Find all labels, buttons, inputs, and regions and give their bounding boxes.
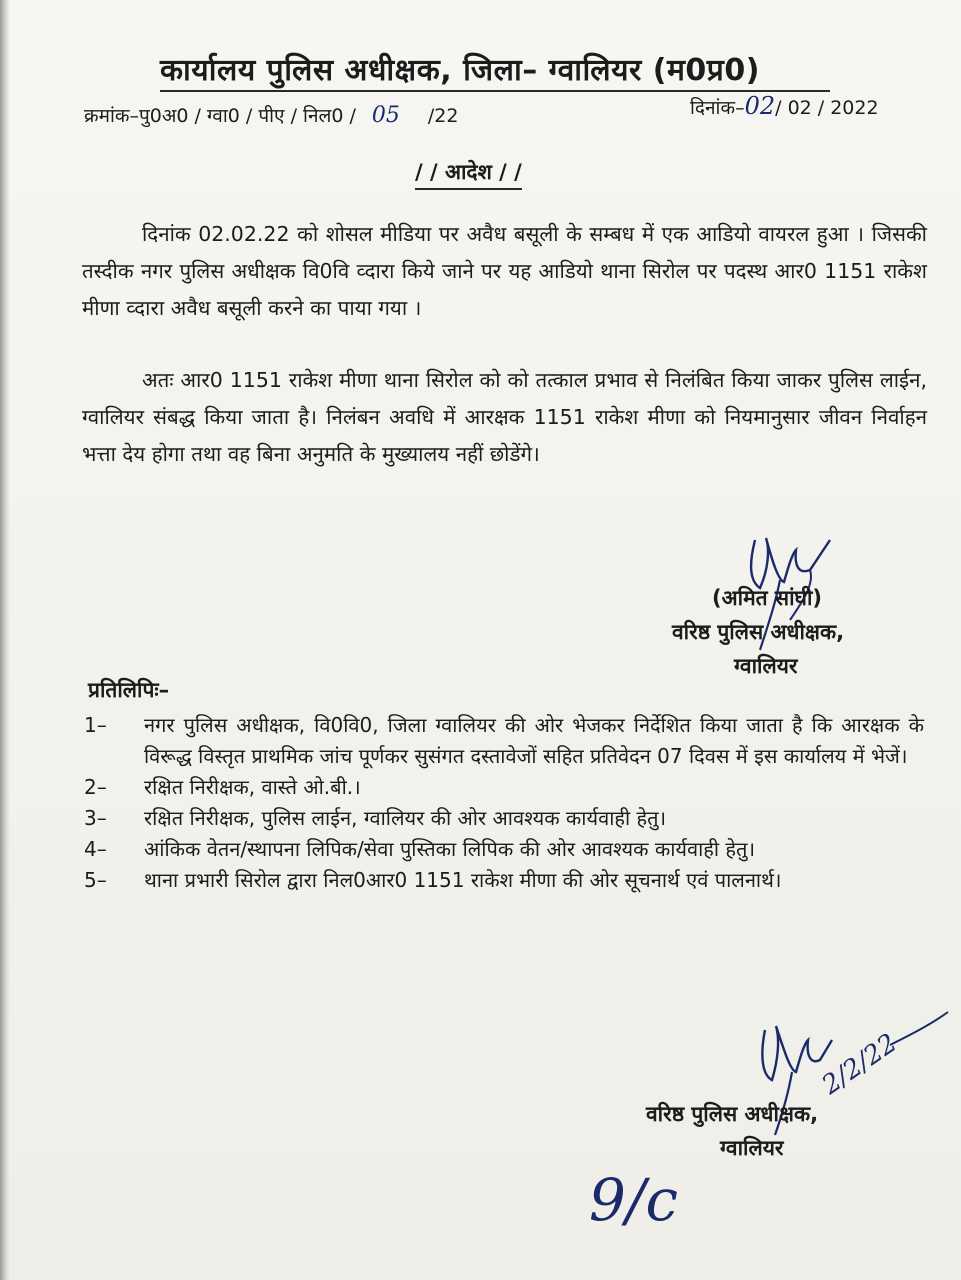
page-edge-shadow — [0, 0, 10, 1280]
copy-item-number: 2– — [84, 775, 107, 799]
order-title: / / आदेश / / — [415, 158, 522, 190]
copy-item — [84, 772, 924, 803]
copy-item-number: 4– — [84, 837, 107, 861]
copy-item-text: रक्षित निरीक्षक, वास्ते ओ.बी.। — [144, 775, 361, 799]
copy-item-number: 5– — [84, 868, 107, 892]
copy-to-list — [84, 710, 924, 896]
signatory-place: ग्वालियर — [734, 654, 798, 678]
order-paragraph-2: अतः आर0 1151 राकेश मीणा थाना सिरोल को को तत्काल प्रभाव से निलंबित किया जाकर पुलिस लाईन, ग्वालियर संबद्ध किया जाता है। निलंबन अवधि में आरक्षक 1151 राकेश मीणा को नियमानुसार जीवन निर्वाहन भत्ता देय होगा तथा वह बिना अनुमति के मुख्यालय नहीं छोडेंगे। — [82, 368, 927, 466]
copy-item — [84, 834, 924, 865]
signatory-2-designation: वरिष्ठ पुलिस अधीक्षक, — [646, 1102, 819, 1126]
margin-mark-text: 9/c — [589, 1166, 678, 1234]
signatory-2-place: ग्वालियर — [720, 1136, 784, 1160]
copy-item-text: नगर पुलिस अधीक्षक, वि0वि0, जिला ग्वालियर की ओर भेजकर निर्देशित किया जाता है कि आरक्षक के विरूद्ध विस्तृत प्राथमिक जांच पूर्णकर सुसंगत दस्तावेजों सहित प्रतिवेदन 07 दिवस में इस कार्यालय में भेजें। — [144, 713, 924, 768]
date-prefix: दिनांक– — [690, 97, 745, 119]
copy-item-number: 1– — [84, 713, 107, 737]
copy-item-number: 3– — [84, 806, 107, 830]
office-heading: कार्यालय पुलिस अधीक्षक, जिला– ग्वालियर (म0प्र0) — [160, 53, 760, 88]
copy-item-text: थाना प्रभारी सिरोल द्वारा निल0आर0 1151 राकेश मीणा की ओर सूचनार्थ एवं पालनार्थ। — [144, 868, 782, 892]
signatory-designation: वरिष्ठ पुलिस अधीक्षक, — [672, 620, 845, 644]
ref-suffix: /22 — [427, 105, 459, 127]
copy-item-text: आंकिक वेतन/स्थापना लिपिक/सेवा पुस्तिका लिपिक की ओर आवश्यक कार्यवाही हेतु। — [144, 837, 756, 861]
copy-item — [84, 710, 924, 772]
date-rest: / 02 / 2022 — [775, 97, 879, 119]
ref-prefix: क्रमांक–पु0अ0 / ग्वा0 / पीए / निल0 / — [84, 105, 356, 127]
copy-item-text: रक्षित निरीक्षक, पुलिस लाईन, ग्वालियर की ओर आवश्यक कार्यवाही हेतु। — [144, 806, 667, 830]
order-paragraph-1: दिनांक 02.02.22 को शोसल मीडिया पर अवैध बसूली के सम्बध में एक आडियो वायरल हुआ । जिसकी तस्दीक नगर पुलिस अधीक्षक वि0वि व्दारा किये जाने पर यह आडियो थाना सिरोल पर पदस्थ आर0 1151 राकेश मीणा व्दारा अवैध बसूली करने का पाया गया । — [82, 222, 927, 320]
reference-number — [84, 102, 458, 128]
copy-to-heading: प्रतिलिपिः– — [88, 678, 170, 702]
copy-item — [84, 865, 924, 896]
order-date — [690, 92, 879, 120]
ref-handwritten-number: 05 — [371, 103, 400, 128]
date-handwritten-day: 02 — [744, 92, 776, 120]
copy-item — [84, 803, 924, 834]
signature-2-date: 2/2/22 — [816, 1028, 903, 1101]
handwritten-margin-mark — [585, 1150, 695, 1240]
signatory-name: (अमित सांघी) — [712, 586, 823, 610]
